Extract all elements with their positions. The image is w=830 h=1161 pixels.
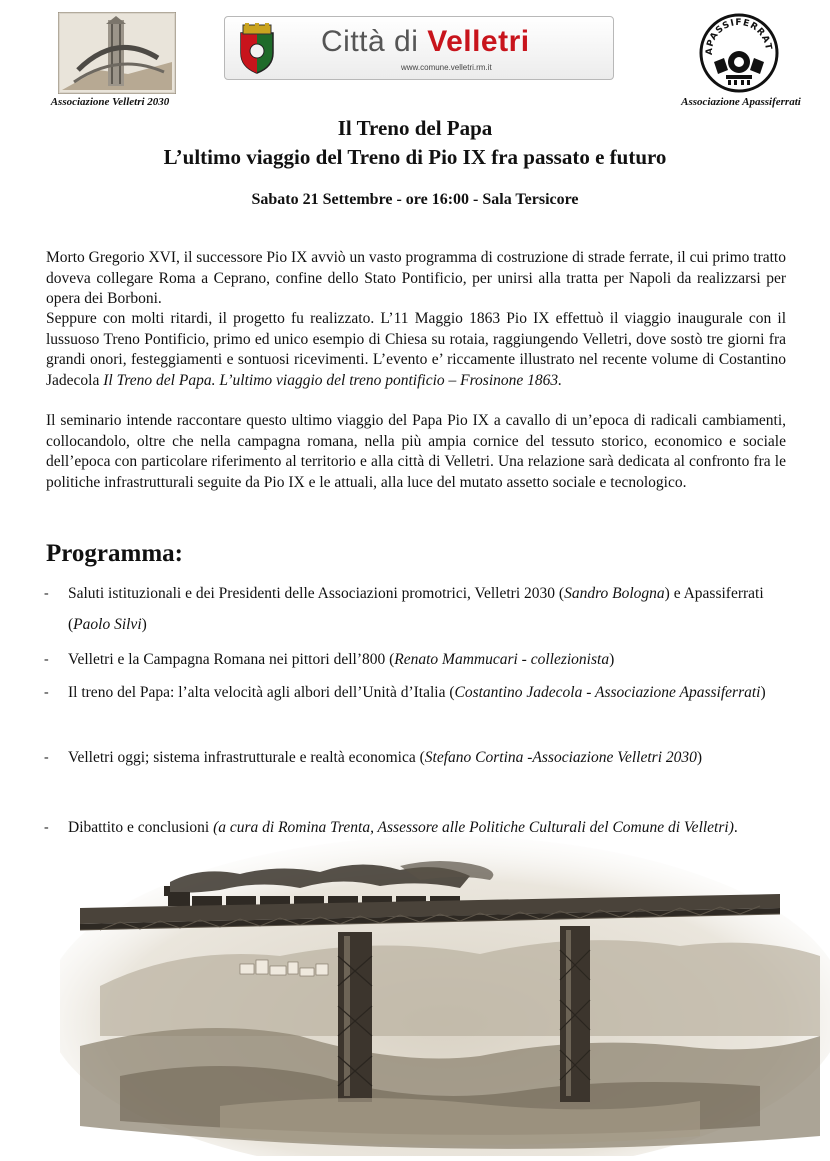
tower-logo-icon — [58, 12, 176, 94]
seminar-paragraph: Il seminario intende raccontare questo ultimo viaggio del Papa Pio IX a cavallo di un’epoca di radicali cambiamenti, collocandolo, oltre che nella campagna romana, nella più ampia cornice del tessuto storico, economico e sociale dell’epoca con particolare riferimento al territorio e alla città di Velletri. Una relazione sarà dedicata al confronto fra le politiche infrastrutturali seguite da Pio IX e le attuali, alla luce del mutato assetto sociale e tecnologico. — [46, 412, 786, 491]
train-bridge-illustration — [60, 836, 830, 1156]
locomotive-logo-icon — [698, 12, 780, 94]
intro-paragraph: Morto Gregorio XVI, il successore Pio IX avviò un vasto programma di costruzione di strade ferrate, il cui primo tratto doveva collegare Roma a Ceprano, confine dello Stato Pontificio, per unirsi alla tratta per Napoli da realizzarsi per opera dei Borboni. — [46, 249, 786, 307]
city-url: www.comune.velletri.rm.it — [401, 63, 492, 72]
right-logo-caption: Associazione Apassiferrati — [681, 96, 801, 108]
history-paragraph-text: Seppure con molti ritardi, il progetto fu realizzato. L’11 Maggio 1863 Pio IX effettuò il viaggio inaugurale con il lussuoso Treno Pontificio, primo ed unico esempio di Chiesa su rotaia, raggiungendo Velletri, dove sostò tre giorni fra grandi onori, festeggiamenti e sontuosi ricevimenti. L’evento e’ riccamente illustrato nel recente volume di Costantino Jadecola — [46, 310, 786, 389]
apassiferrati-logo — [698, 12, 780, 94]
list-item-text: Saluti istituzionali e dei Presidenti delle Associazioni promotrici, Velletri 2030 (Sandro Bologna) e Apassiferrati (Paolo Silvi) — [68, 585, 764, 633]
bullet-dash: - — [44, 652, 49, 667]
bullet-dash: - — [44, 586, 49, 601]
apassiferrati-logo-text: APASSIFERRAT — [704, 17, 774, 56]
history-paragraph — [46, 309, 786, 391]
list-item-text: Velletri oggi; sistema infrastrutturale e realtà economica (Stefano Cortina -Associazione Velletri 2030) — [68, 749, 703, 766]
bullet-dash: - — [44, 820, 49, 835]
list-item-text: Velletri e la Campagna Romana nei pittori dell’800 (Renato Mammucari - collezionista) — [68, 651, 615, 668]
list-item-text: Il treno del Papa: l’alta velocità agli albori dell’Unità d’Italia (Costantino Jadecola - Associazione Apassiferrati) — [68, 684, 766, 701]
event-date-location: Sabato 21 Settembre - ore 16:00 - Sala Tersicore — [251, 191, 579, 208]
citta-di-velletri-banner — [224, 16, 614, 80]
book-title: Il Treno del Papa. L’ultimo viaggio del treno pontificio – Frosinone 1863. — [103, 371, 563, 389]
velletri-2030-logo — [58, 12, 176, 94]
bullet-dash: - — [44, 750, 49, 765]
page-title: Il Treno del Papa — [337, 116, 493, 140]
program-heading: Programma: — [46, 540, 183, 567]
page-subtitle: L’ultimo viaggio del Treno di Pio IX fra passato e futuro — [163, 145, 667, 169]
list-item-text: Dibattito e conclusioni (a cura di Romina Trenta, Assessore alle Politiche Culturali del Comune di Velletri). — [68, 819, 738, 836]
city-name: Città di Velletri — [321, 25, 530, 58]
bullet-dash: - — [44, 685, 49, 700]
city-crest-icon — [235, 23, 279, 75]
left-logo-caption: Associazione Velletri 2030 — [50, 96, 170, 108]
